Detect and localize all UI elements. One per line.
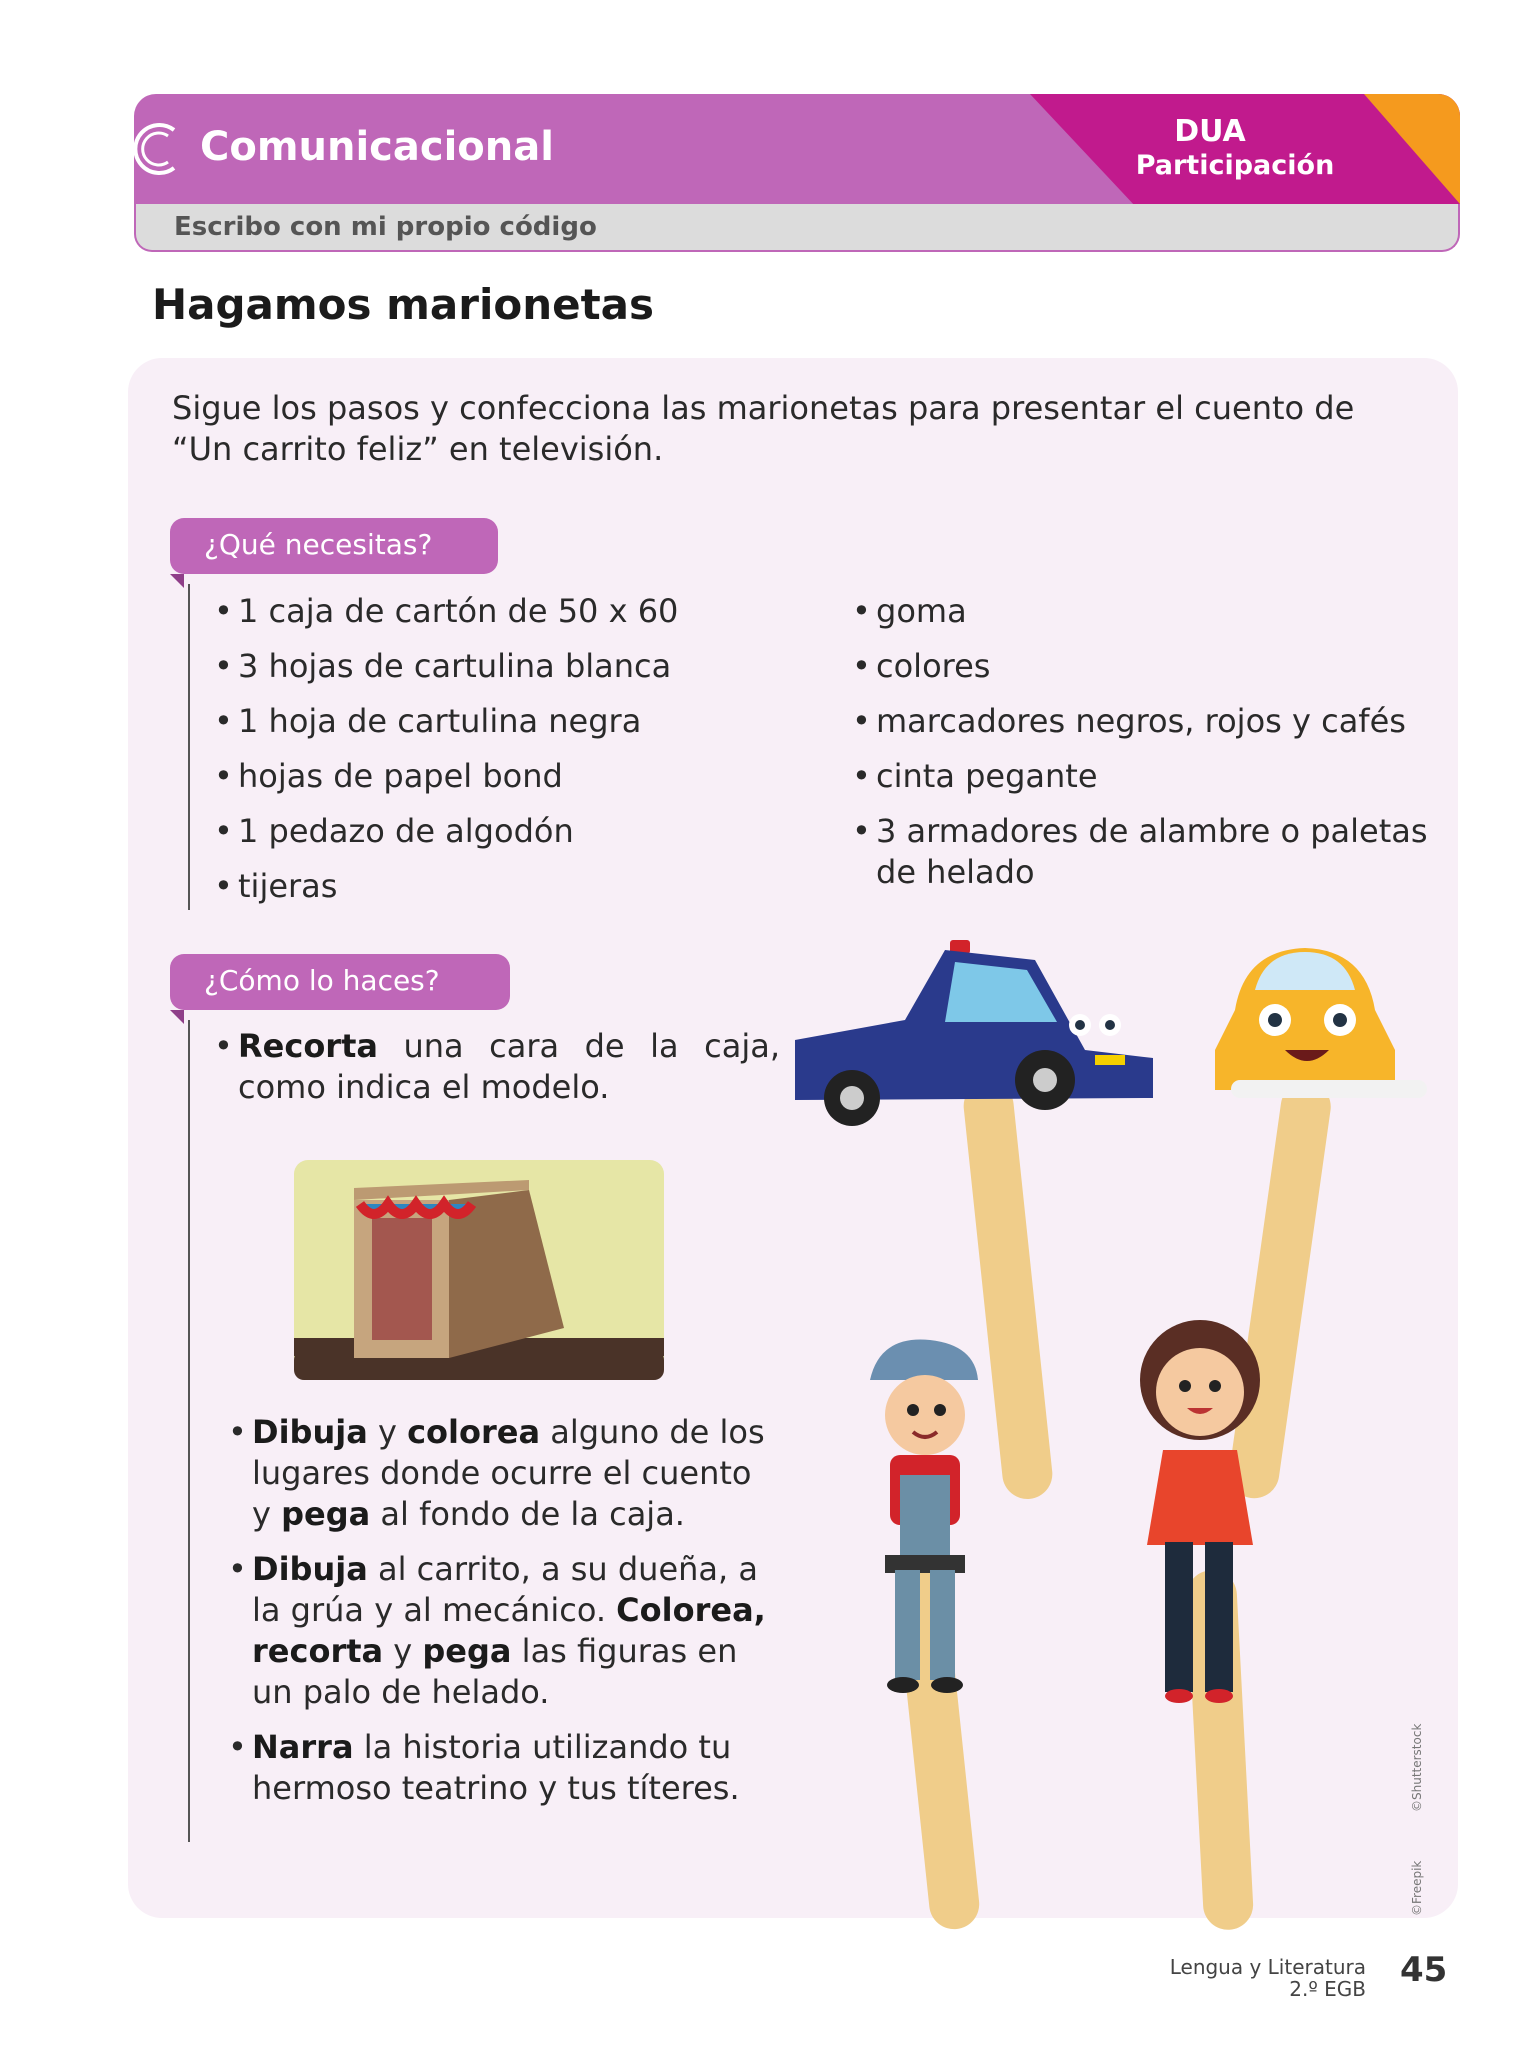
step-verb: Dibuja — [252, 1550, 368, 1588]
page-number: 45 — [1400, 1950, 1448, 1990]
comunicacional-c-icon — [134, 116, 184, 182]
list-item: • 3 hojas de cartulina blanca — [214, 639, 814, 694]
puppets-illustration — [795, 930, 1455, 1940]
subject-name: Lengua y Literatura — [1169, 1955, 1366, 1979]
step-draw-place — [228, 1412, 768, 1535]
step-verb: pega — [422, 1632, 512, 1670]
step-text: la historia utilizando tu hermoso teatrino y tus títeres. — [252, 1728, 740, 1807]
step-narrate — [228, 1727, 768, 1809]
cardboard-box-illustration — [294, 1160, 664, 1380]
grade-level: 2.º EGB — [1289, 1977, 1366, 2001]
list-item: • goma — [852, 584, 1432, 639]
list-item: • tijeras — [214, 859, 814, 914]
step-cut-box — [214, 1026, 780, 1108]
step-draw-characters — [228, 1549, 768, 1713]
step-text: y — [383, 1632, 423, 1670]
intro-text: Sigue los pasos y confecciona las marionetas para presentar el cuento de “Un carrito feliz” en televisión. — [172, 389, 1355, 468]
dua-sublabel: Participación — [1135, 150, 1335, 181]
smiling-car-icon — [1215, 948, 1427, 1098]
section-banner — [134, 94, 1460, 252]
step-verb: Dibuja — [252, 1413, 368, 1451]
step-verb: Colorea, recorta — [252, 1591, 766, 1670]
step-verb: colorea — [407, 1413, 541, 1451]
list-item: • colores — [852, 639, 1432, 694]
step-text: una cara de la caja, como indica el modelo. — [238, 1027, 780, 1106]
list-item: • 1 pedazo de algodón — [214, 804, 814, 859]
footer-subject — [1150, 1956, 1366, 2000]
materials-heading: ¿Qué necesitas? — [170, 518, 498, 574]
step-verb: Narra — [252, 1728, 354, 1766]
tow-truck-icon — [795, 940, 1153, 1126]
step-text: al carrito, a su dueña, a la grúa y al mecánico. — [252, 1550, 758, 1629]
step-text: alguno de los lugares donde ocurre el cuento y — [252, 1413, 765, 1533]
materials-list-left — [214, 584, 814, 914]
steps-heading: ¿Cómo lo haces? — [170, 954, 510, 1010]
materials-divider — [188, 584, 190, 910]
list-item: • cinta pegante — [852, 749, 1432, 804]
list-item: • hojas de papel bond — [214, 749, 814, 804]
steps-divider — [188, 1020, 190, 1842]
shutterstock-credit: ©Shutterstock — [1410, 1723, 1424, 1812]
banner-subtitle: Escribo con mi propio código — [174, 212, 597, 242]
dua-label: DUA — [1174, 114, 1246, 149]
step-text: y — [367, 1413, 408, 1451]
list-item-text: • 3 armadores de alambre o paletas de helado — [876, 812, 1428, 891]
area-title: Comunicacional — [200, 124, 554, 170]
step-verb: Recorta — [238, 1027, 378, 1065]
banner-subtitle-bar — [134, 204, 1460, 252]
step-text: las figuras en un palo de helado. — [252, 1632, 738, 1711]
popsicle-stick-icon — [894, 1079, 1334, 1932]
step-verb: pega — [281, 1495, 371, 1533]
freepik-credit: ©Freepik — [1410, 1860, 1424, 1916]
steps-list — [228, 1412, 768, 1823]
materials-list-right — [852, 584, 1432, 893]
list-item: • 1 caja de cartón de 50 x 60 — [214, 584, 814, 639]
list-item: • 1 hoja de cartulina negra — [214, 694, 814, 749]
list-item — [852, 804, 1432, 893]
page-title: Hagamos marionetas — [152, 280, 655, 329]
list-item: • marcadores negros, rojos y cafés — [852, 694, 1432, 749]
step-text: al fondo de la caja. — [370, 1495, 685, 1533]
